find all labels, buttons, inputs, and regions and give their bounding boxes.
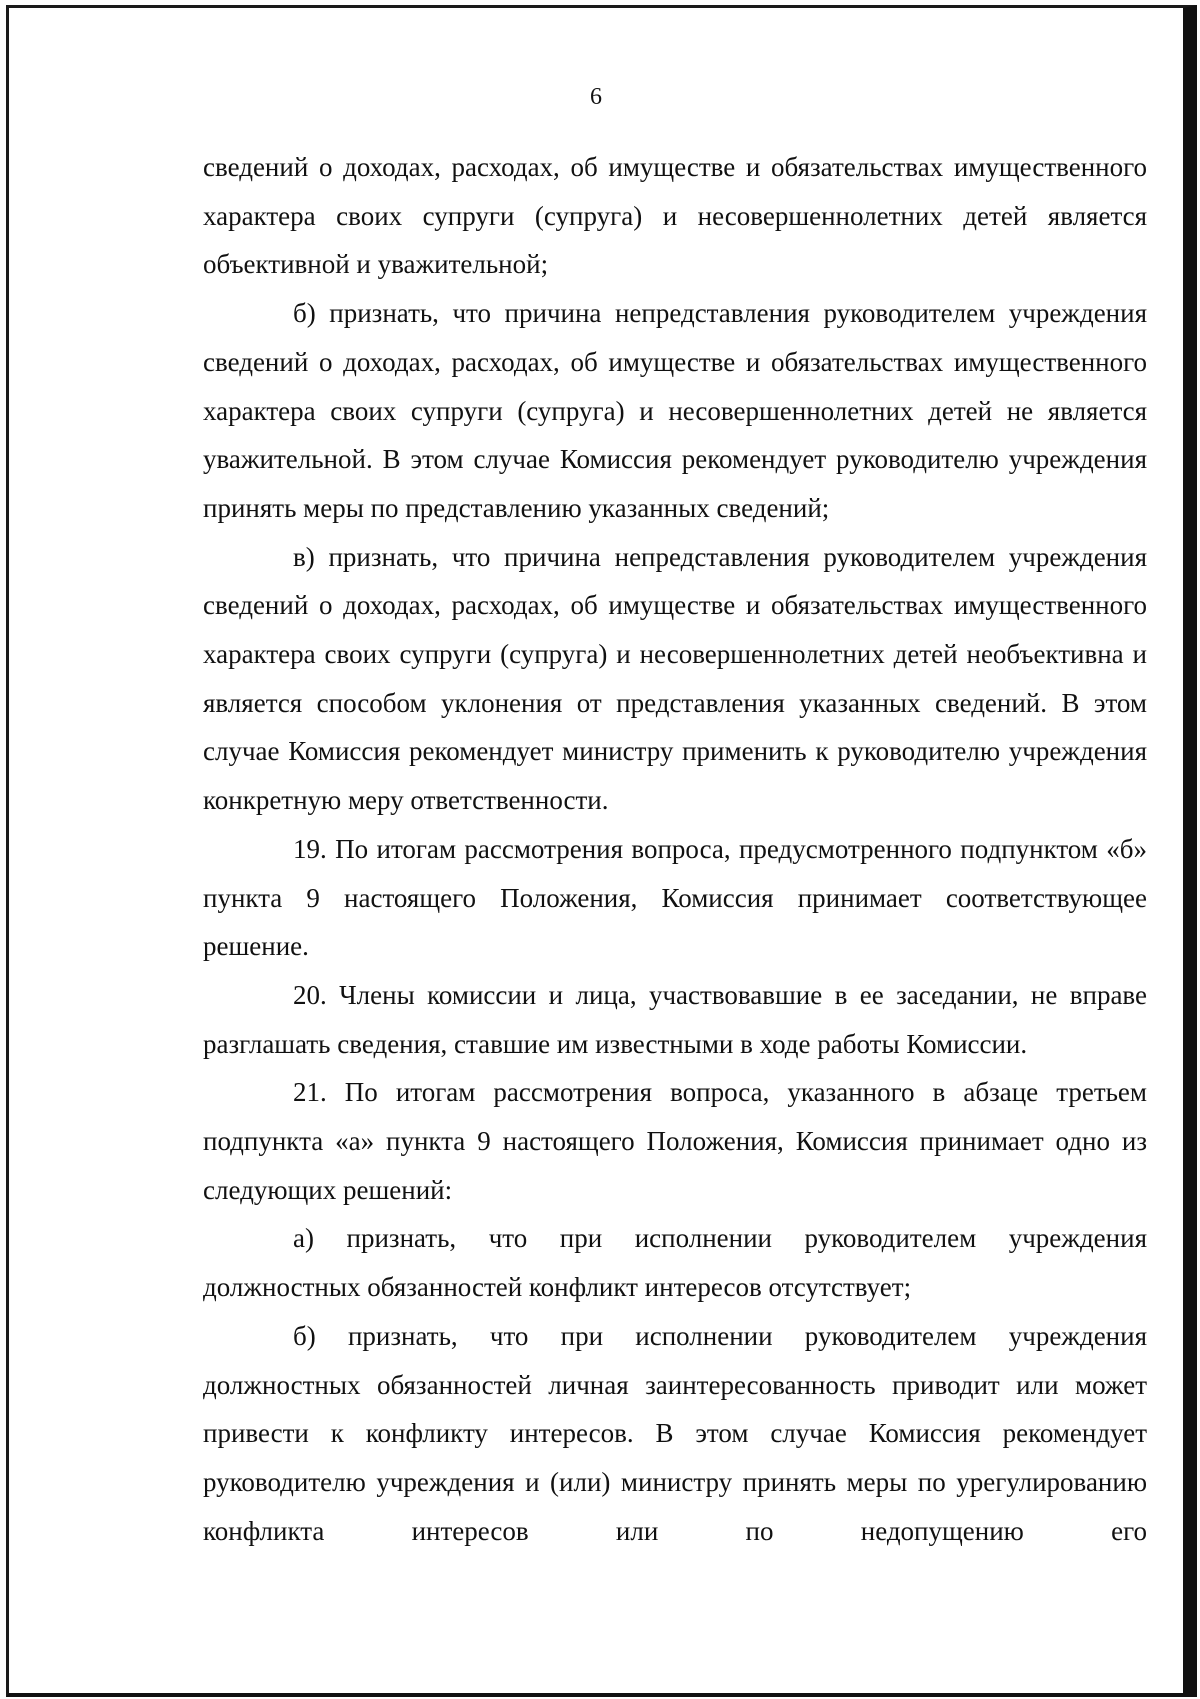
document-body (203, 143, 1147, 1555)
paragraph-clause-20: 20. Члены комиссии и лица, участвовавшие в ее заседании, не вправе разглашать сведения, ставшие им известными в ходе работы Комиссии. (203, 979, 1147, 1059)
paragraph-item-v-evasion: в) признать, что причина непредставления руководителем учреждения сведений о доходах, расходах, об имуществе и обязательствах имущественного характера своих супруги (супруга) и несовершеннолетних детей необъективна и является способом уклонения от представления указанных сведений. В этом случае Комиссия рекомендует министру применить к руководителю учреждения конкретную меру ответственности. (203, 541, 1147, 816)
page-number: 6 (590, 84, 602, 110)
document-page (6, 5, 1197, 1697)
paragraph-clause-21: 21. По итогам рассмотрения вопроса, указанного в абзаце третьем подпункта «а» пункта 9 настоящего Положения, Комиссия принимает одно из следующих решений: (203, 1077, 1147, 1205)
paragraph-item-a-no-conflict: а) признать, что при исполнении руководителем учреждения должностных обязанностей конфликт интересов отсутствует; (203, 1223, 1147, 1303)
paragraph-item-b-conflict: б) признать, что при исполнении руководителем учреждения должностных обязанностей личная заинтересованность приводит или может привести к конфликту интересов. В этом случае Комиссия рекомендует руководителю учреждения и (или) министру принять меры по урегулированию конфликта интересов или по недопущению его (203, 1320, 1147, 1546)
paragraph-item-b-unjustified: б) признать, что причина непредставления руководителем учреждения сведений о доходах, расходах, об имуществе и обязательствах имущественного характера своих супруги (супруга) и несовершеннолетних детей не является уважительной. В этом случае Комиссия рекомендует руководителю учреждения принять меры по представлению указанных сведений; (203, 298, 1147, 523)
paragraph-continuation: сведений о доходах, расходах, об имуществе и обязательствах имущественного характера своих супруги (супруга) и несовершеннолетних детей является объективной и уважительной; (203, 152, 1147, 280)
paragraph-clause-19: 19. По итогам рассмотрения вопроса, предусмотренного подпунктом «б» пункта 9 настоящего Положения, Комиссия принимает соответствующее решение. (203, 833, 1147, 962)
